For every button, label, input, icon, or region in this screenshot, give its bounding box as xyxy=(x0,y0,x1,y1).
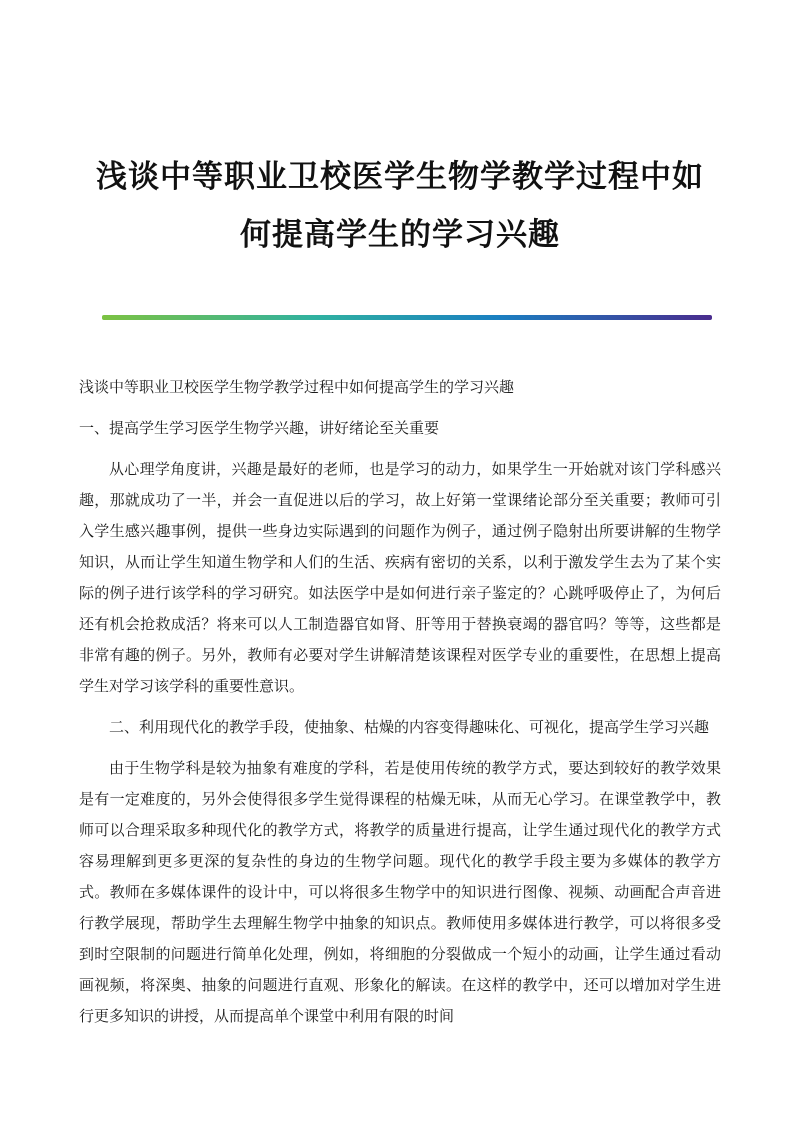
paragraph-1: 从心理学角度讲，兴趣是最好的老师，也是学习的动力，如果学生一开始就对该门学科感兴趣，那就成功了一半，并会一直促进以后的学习，故上好第一堂课绪论部分至关重要；教师可引入学生感兴趣事例，提供一些身边实际遇到的问题作为例子，通过例子隐射出所要讲解的生物学知识，从而让学生知道生物学和人们的生活、疾病有密切的关系，以利于激发学生去为了某个实际的例子进行该学科的学习研究。如法医学中是如何进行亲子鉴定的？心跳呼吸停止了，为何后还有机会抢救成活？将来可以人工制造器官如肾、肝等用于替换衰竭的器官吗？等等，这些都是非常有趣的例子。另外，教师有必要对学生讲解清楚该课程对医学专业的重要性，在思想上提高学生对学习该学科的重要性意识。 xyxy=(79,460,721,695)
section-heading-2: 二、利用现代化的教学手段，使抽象、枯燥的内容变得趣味化、可视化，提高学生学习兴趣 xyxy=(109,718,710,736)
paragraph-heading-repeat: 浅谈中等职业卫校医学生物学教学过程中如何提高学生的学习兴趣 xyxy=(79,378,515,396)
document-title xyxy=(60,148,740,264)
title-line-2: 何提高学生的学习兴趣 xyxy=(240,217,560,253)
paragraph-2: 由于生物学科是较为抽象有难度的学科，若是使用传统的教学方式，要达到较好的教学效果是有一定难度的，另外会使得很多学生觉得课程的枯燥无味，从而无心学习。在课堂教学中，教师可以合理采取多种现代化的教学方式，将教学的质量进行提高，让学生通过现代化的教学方式容易理解到更多更深的复杂性的身边的生物学问题。现代化的教学手段主要为多媒体的教学方式。教师在多媒体课件的设计中，可以将很多生物学中的知识进行图像、视频、动画配合声音进行教学展现，帮助学生去理解生物学中抽象的知识点。教师使用多媒体进行教学，可以将很多受到时空限制的问题进行简单化处理，例如，将细胞的分裂做成一个短小的动画，让学生通过看动画视频，将深奥、抽象的问题进行直观、形象化的解读。在这样的教学中，还可以增加对学生进行更多知识的讲授，从而提高单个课堂中利用有限的时间 xyxy=(79,759,721,1025)
title-line-1: 浅谈中等职业卫校医学生物学教学过程中如 xyxy=(96,159,704,195)
title-divider xyxy=(102,315,712,320)
document-body xyxy=(79,372,721,1032)
section-heading-1: 一、提高学生学习医学生物学兴趣，讲好绪论至关重要 xyxy=(79,419,440,437)
